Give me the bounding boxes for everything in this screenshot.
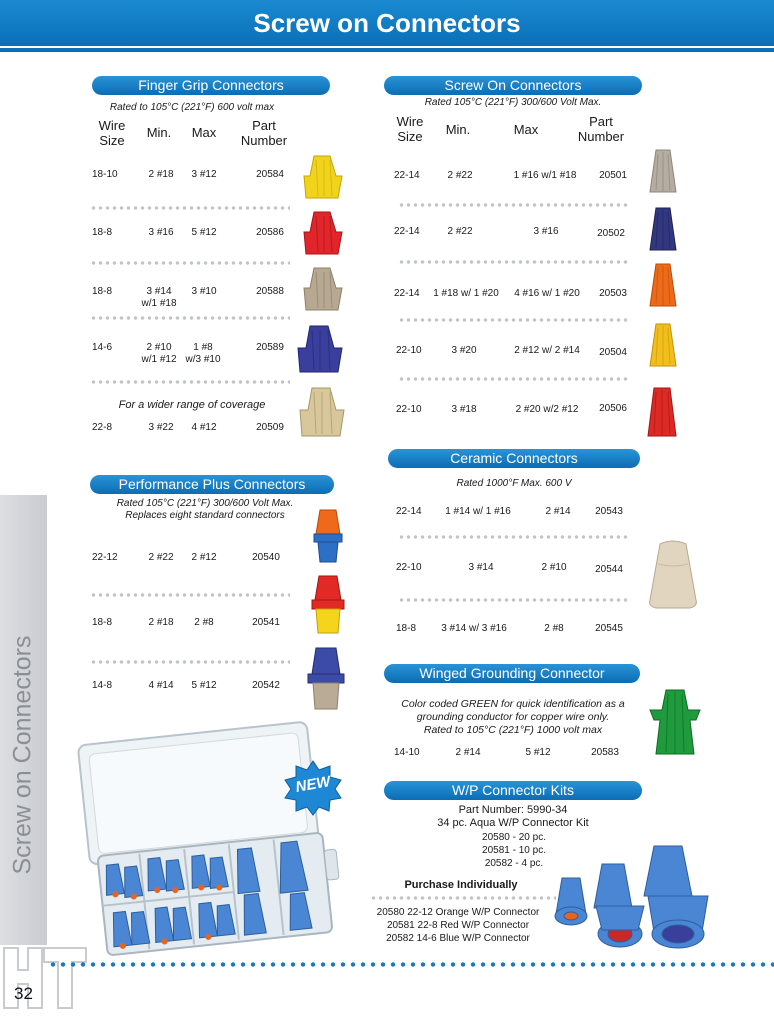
ce-size-0: 22-14 (396, 506, 422, 517)
pp-max-1: 2 #8 (194, 617, 214, 628)
winged-title: Winged Grounding Connector (384, 664, 640, 683)
kits-part-number: Part Number: 5990-34 (458, 804, 568, 816)
finger-grip-rating: Rated to 105°C (221°F) 600 volt max (109, 102, 275, 113)
ce-size-1: 22-10 (396, 562, 422, 573)
row-divider (398, 535, 630, 539)
so-min-3: 3 #20 (451, 345, 477, 356)
so-size-0: 22-14 (394, 170, 420, 181)
ce-part-1: 20544 (595, 564, 623, 575)
fg-part-4: 20509 (256, 422, 284, 433)
row-divider (370, 896, 556, 900)
side-tab-label: Screw on Connectors (8, 635, 37, 875)
ce-max-1: 2 #10 (541, 562, 567, 573)
row-divider (398, 318, 630, 322)
row-divider (90, 660, 290, 664)
fg-min-0: 2 #18 (148, 169, 174, 180)
wg-part: 20583 (591, 747, 619, 758)
ceramic-connector-image (644, 540, 702, 610)
ceramic-title: Ceramic Connectors (388, 449, 640, 468)
so-min-4: 3 #18 (451, 404, 477, 415)
bottom-dotted-rule (48, 962, 774, 967)
finger-grip-head-part: Part Number (240, 118, 288, 148)
so-min-2: 1 #18 w/ 1 #20 (433, 288, 499, 299)
pp-size-0: 22-12 (92, 552, 118, 563)
winged-desc-0: Color coded GREEN for quick identification as a (401, 698, 625, 710)
ce-min-0: 1 #14 w/ 1 #16 (445, 506, 511, 517)
ce-size-2: 18-8 (396, 623, 417, 634)
row-divider (90, 261, 290, 265)
connector-image-20509 (300, 386, 344, 438)
pp-max-2: 5 #12 (191, 680, 217, 691)
pp-size-1: 18-8 (92, 617, 113, 628)
new-badge-text: NEW (294, 773, 332, 796)
kits-title: W/P Connector Kits (384, 781, 642, 800)
row-divider (90, 380, 290, 384)
connector-image-20501 (648, 148, 678, 194)
fg-min-3: 2 #10 w/1 #12 (141, 342, 177, 365)
ce-part-2: 20545 (595, 623, 623, 634)
ce-part-0: 20543 (595, 506, 623, 517)
row-divider (398, 598, 630, 602)
fg-size-0: 18-10 (92, 169, 118, 180)
so-part-2: 20503 (599, 288, 627, 299)
kits-variant-1: 20581 - 10 pc. (482, 845, 546, 856)
connector-image-20586 (304, 208, 344, 256)
row-divider (90, 316, 290, 320)
pp-min-1: 2 #18 (148, 617, 174, 628)
so-part-4: 20506 (599, 403, 627, 414)
screw-on-head-min: Min. (445, 122, 471, 137)
side-tab-label-wrap (0, 495, 47, 945)
ce-min-1: 3 #14 (468, 562, 494, 573)
fg-size-1: 18-8 (92, 227, 113, 238)
connector-image-20584 (304, 152, 344, 200)
connector-image-20541 (310, 574, 346, 636)
connector-image-20506 (646, 386, 678, 438)
fg-min-2: 3 #14 w/1 #18 (141, 286, 177, 309)
so-max-3: 2 #12 w/ 2 #14 (514, 345, 580, 356)
so-min-1: 2 #22 (447, 226, 473, 237)
page-title: Screw on Connectors (253, 8, 521, 38)
performance-plus-rating: Rated 105°C (221°F) 300/600 Volt Max. (116, 498, 294, 509)
kits-kit-name: 34 pc. Aqua W/P Connector Kit (437, 817, 589, 829)
fg-size-2: 18-8 (92, 286, 113, 297)
ceramic-rating: Rated 1000°F Max. 600 V (456, 478, 572, 489)
fg-max-3: 1 #8 w/3 #10 (185, 342, 221, 365)
so-part-3: 20504 (599, 347, 627, 358)
fg-min-4: 3 #22 (148, 422, 174, 433)
pp-size-2: 14-8 (92, 680, 113, 691)
pp-min-0: 2 #22 (148, 552, 174, 563)
performance-plus-title: Performance Plus Connectors (90, 475, 334, 494)
header-rule (0, 48, 774, 52)
fg-part-1: 20586 (256, 227, 284, 238)
row-divider (90, 206, 290, 210)
connector-image-20589 (298, 324, 344, 374)
kits-variant-0: 20580 - 20 pc. (482, 832, 546, 843)
fg-wider-note: For a wider range of coverage (118, 399, 266, 411)
so-max-1: 3 #16 (533, 226, 559, 237)
pp-part-1: 20541 (252, 617, 280, 628)
performance-plus-rating2: Replaces eight standard connectors (125, 510, 285, 521)
kits-variant-2: 20582 - 4 pc. (484, 858, 544, 869)
fg-max-0: 3 #12 (191, 169, 217, 180)
kits-individual-0: 20580 22-12 Orange W/P Connector (376, 907, 540, 918)
finger-grip-title: Finger Grip Connectors (92, 76, 330, 95)
fg-part-0: 20584 (256, 169, 284, 180)
fg-max-2: 3 #10 (191, 286, 217, 297)
pp-min-2: 4 #14 (148, 680, 174, 691)
finger-grip-head-wire: Wire Size (98, 118, 126, 148)
kits-individual-2: 20582 14-6 Blue W/P Connector (386, 933, 530, 944)
screw-on-head-part: Part Number (577, 114, 625, 144)
fg-size-3: 14-6 (92, 342, 113, 353)
connector-image-20542 (306, 646, 346, 712)
so-size-3: 22-10 (396, 345, 422, 356)
winged-connector-image (648, 688, 702, 758)
so-size-2: 22-14 (394, 288, 420, 299)
ce-max-0: 2 #14 (545, 506, 571, 517)
row-divider (398, 260, 630, 264)
wp-connectors-image (552, 842, 722, 950)
so-part-1: 20502 (597, 228, 625, 239)
so-max-2: 4 #16 w/ 1 #20 (514, 288, 580, 299)
page-number: 32 (14, 984, 33, 1003)
fg-size-4: 22-8 (92, 422, 113, 433)
connector-image-20502 (648, 206, 678, 252)
so-min-0: 2 #22 (447, 170, 473, 181)
wg-min: 2 #14 (455, 747, 481, 758)
wg-max: 5 #12 (525, 747, 551, 758)
winged-desc-1: grounding conductor for copper wire only. (416, 711, 610, 723)
screw-on-head-max: Max (513, 122, 539, 137)
kits-purchase-label: Purchase Individually (404, 879, 518, 891)
row-divider (90, 593, 290, 597)
ce-max-2: 2 #8 (544, 623, 564, 634)
connector-image-20504 (648, 322, 678, 368)
connector-image-20540 (312, 508, 344, 564)
wg-size: 14-10 (394, 747, 420, 758)
screw-on-rating: Rated 105°C (221°F) 300/600 Volt Max. (424, 97, 602, 108)
fg-max-1: 5 #12 (191, 227, 217, 238)
row-divider (398, 377, 630, 381)
screw-on-head-wire: Wire Size (396, 114, 424, 144)
so-max-0: 1 #16 w/1 #18 (513, 170, 577, 181)
kits-individual-1: 20581 22-8 Red W/P Connector (386, 920, 530, 931)
fg-max-4: 4 #12 (191, 422, 217, 433)
ht-logo-watermark (0, 938, 90, 1018)
fg-part-3: 20589 (256, 342, 284, 353)
connector-image-20503 (648, 262, 678, 308)
so-part-0: 20501 (599, 170, 627, 181)
so-max-4: 2 #20 w/2 #12 (515, 404, 579, 415)
pp-max-0: 2 #12 (191, 552, 217, 563)
pp-part-0: 20540 (252, 552, 280, 563)
so-size-4: 22-10 (396, 404, 422, 415)
fg-part-2: 20588 (256, 286, 284, 297)
pp-part-2: 20542 (252, 680, 280, 691)
fg-min-1: 3 #16 (148, 227, 174, 238)
connector-image-20588 (304, 264, 344, 312)
wp-connector-kit-box-image (78, 712, 346, 962)
screw-on-title: Screw On Connectors (384, 76, 642, 95)
ce-min-2: 3 #14 w/ 3 #16 (441, 623, 507, 634)
winged-desc-2: Rated to 105°C (221°F) 1000 volt max (423, 724, 603, 736)
finger-grip-head-min: Min. (146, 125, 172, 140)
finger-grip-head-max: Max (191, 125, 217, 140)
so-size-1: 22-14 (394, 226, 420, 237)
row-divider (398, 203, 630, 207)
